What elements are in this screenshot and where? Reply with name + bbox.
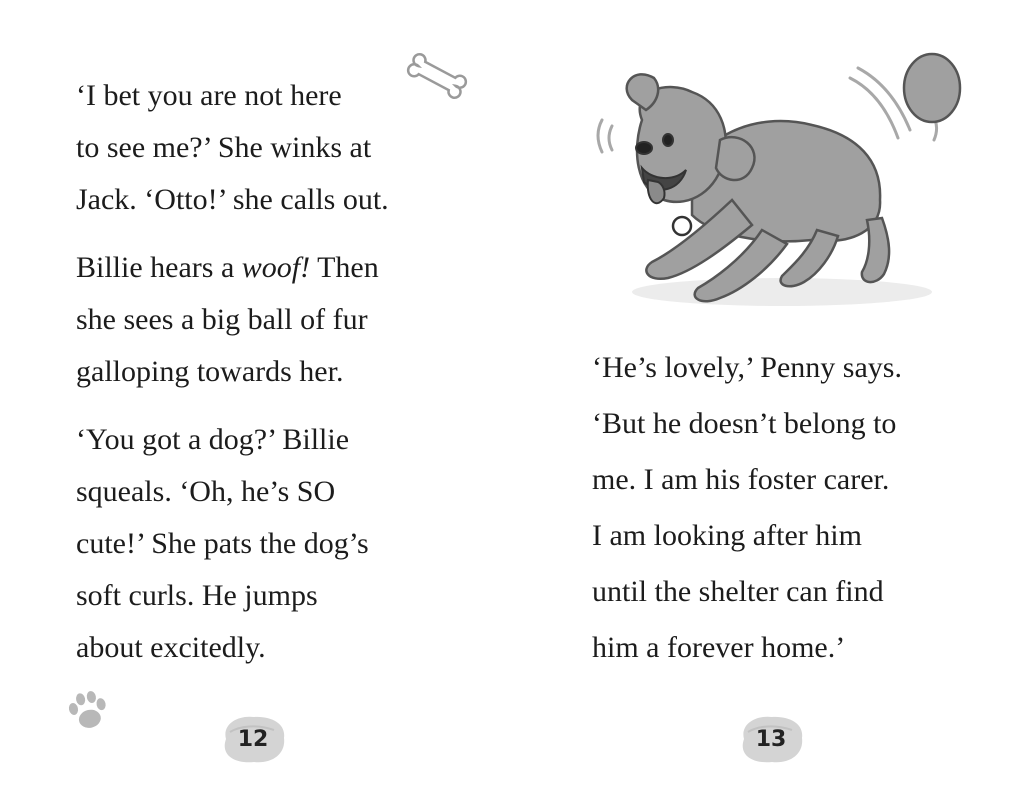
paragraph xyxy=(592,340,902,676)
right-page xyxy=(512,0,1024,792)
paragraph xyxy=(76,242,379,398)
paragraph-text: ‘You got a dog?’ Billie squeals. ‘Oh, he’s SO cute!’ She pats the dog’s soft curls. He jumps about excitedly. xyxy=(76,423,369,664)
page-number xyxy=(216,712,290,766)
paragraph xyxy=(76,70,389,226)
bone-icon xyxy=(406,52,468,100)
page-number-label: 13 xyxy=(755,726,787,752)
paw-print-icon xyxy=(64,686,112,734)
paragraph xyxy=(76,414,369,674)
paragraph-text: ‘He’s lovely,’ Penny says. ‘But he doesn’t belong to me. I am his foster carer. I am looking after him until the shelter can find him a forever home.’ xyxy=(592,351,902,664)
page-number-label: 12 xyxy=(237,726,269,752)
curly-dog-illustration xyxy=(582,30,982,320)
paragraph-text: ‘I bet you are not here to see me?’ She winks at Jack. ‘Otto!’ she calls out. xyxy=(76,79,389,216)
page-number xyxy=(734,712,808,766)
paragraph-text: Billie hears a xyxy=(76,251,242,284)
emphasis-text: woof! xyxy=(241,251,311,284)
paragraph-text: Then she sees a big ball of fur galloping towards her. xyxy=(76,251,379,388)
